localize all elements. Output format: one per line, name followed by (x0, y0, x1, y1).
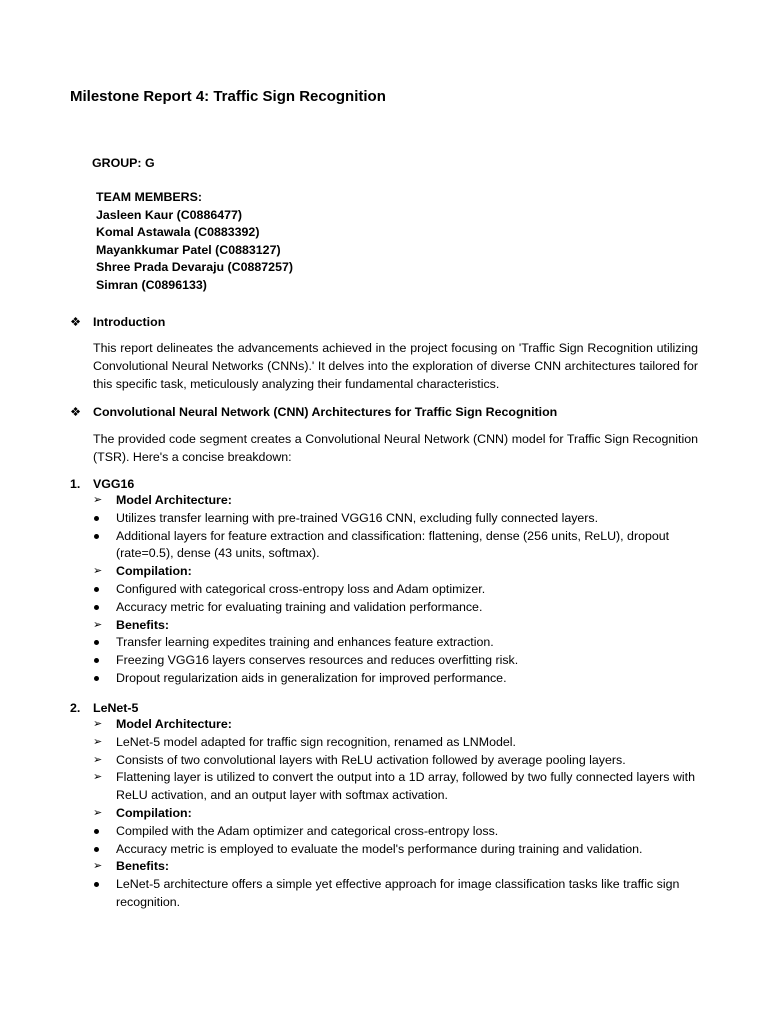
bullet-dot-icon (93, 599, 116, 617)
team-member: Komal Astawala (C0883392) (96, 225, 260, 240)
bullet-dot-icon (93, 823, 116, 841)
arrow-list-item (93, 769, 698, 805)
team-member: Mayankkumar Patel (C0883127) (96, 242, 281, 257)
arrow-bullet-icon: ➢ (93, 753, 103, 766)
diamond-bullet-icon: ❖ (70, 315, 82, 329)
numbered-heading-text: LeNet-5 (93, 701, 139, 715)
bullet-list-item (93, 528, 698, 564)
vgg16-list (93, 492, 698, 688)
list-item-text: Model Architecture: (116, 493, 232, 507)
bullet-dot-icon (93, 652, 116, 670)
team-heading: TEAM MEMBERS: (96, 190, 203, 204)
arrow-bullet-icon: ➢ (93, 771, 103, 784)
list-item-text: Accuracy metric for evaluating training and validation performance. (116, 599, 483, 614)
lenet5-list (93, 716, 698, 912)
list-item-text: Compiled with the Adam optimizer and categorical cross-entropy loss. (116, 823, 499, 838)
bullet-list-item (93, 876, 698, 912)
arrow-bullet-icon: ➢ (93, 565, 103, 578)
numbered-heading-lenet5 (70, 699, 138, 717)
bullet-list-item (93, 581, 698, 599)
bullet-dot-icon (93, 634, 116, 652)
bullet-list-item (93, 599, 698, 617)
bullet-list-item (93, 652, 698, 670)
bullet-dot-icon (93, 528, 116, 546)
bullet-dot-icon (93, 841, 116, 859)
arrow-list-item (93, 858, 698, 876)
arrow-list-item (93, 617, 698, 635)
arrow-bullet-icon: ➢ (93, 718, 103, 730)
list-item-text: Consists of two convolutional layers with ReLU activation followed by average pooling layers. (116, 752, 626, 767)
arrow-list-item (93, 752, 698, 770)
arrow-bullet-icon: ➢ (93, 735, 103, 748)
team-member: Shree Prada Devaraju (C0887257) (96, 260, 293, 275)
list-item-text: Freezing VGG16 layers conserves resources and reduces overfitting risk. (116, 653, 519, 668)
page-title: Milestone Report 4: Traffic Sign Recognition (70, 88, 386, 105)
numbered-heading-text: VGG16 (93, 477, 135, 491)
team-members-block (96, 189, 293, 295)
team-member: Simran (C0896133) (96, 277, 207, 292)
list-item-text: Additional layers for feature extraction and classification: flattening, dense (256 units, ReLU), dropout (rate=0.5), dense (43 units, softmax). (116, 528, 670, 561)
introduction-paragraph: This report delineates the advancements achieved in the project focusing on 'Traffic Sign Recognition utilizing Convolutional Neural Networks (CNNs).' It delves into the exploration of diverse CNN architectures tailored for this specific task, meticulously analyzing their fundamental characteristics. (93, 341, 698, 391)
bullet-dot-icon (93, 581, 116, 599)
list-item-text: Compilation: (116, 564, 192, 579)
list-item-text: Configured with categorical cross-entropy loss and Adam optimizer. (116, 581, 486, 596)
section-heading-introduction (70, 313, 165, 331)
list-item-text: Benefits: (116, 617, 170, 632)
arrow-list-item (93, 716, 698, 734)
list-number: 2. (70, 701, 81, 715)
list-item-text: Flattening layer is utilized to convert the output into a 1D array, followed by two fully connected layers with ReLU activation, and an output layer with softmax activation. (116, 770, 695, 803)
bullet-dot-icon (93, 670, 116, 688)
list-item-text: LeNet-5 architecture offers a simple yet effective approach for image classification tasks like traffic sign recognition. (116, 877, 680, 909)
arrow-bullet-icon: ➢ (93, 860, 103, 873)
section-heading-cnn (70, 403, 557, 421)
bullet-dot-icon (93, 510, 116, 528)
diamond-bullet-icon: ❖ (70, 405, 82, 419)
list-item-text: Utilizes transfer learning with pre-trained VGG16 CNN, excluding fully connected layers. (116, 510, 599, 525)
list-item-text: Compilation: (116, 805, 192, 820)
list-item-text: LeNet-5 model adapted for traffic sign recognition, renamed as LNModel. (116, 734, 516, 749)
arrow-bullet-icon: ➢ (93, 806, 103, 819)
list-item-text: Dropout regularization aids in generalization for improved performance. (116, 670, 507, 685)
arrow-list-item (93, 734, 698, 752)
list-item-text: Benefits: (116, 859, 170, 874)
arrow-bullet-icon: ➢ (93, 618, 103, 631)
list-number: 1. (70, 477, 81, 491)
list-item-text: Transfer learning expedites training and enhances feature extraction. (116, 635, 494, 650)
arrow-list-item (93, 805, 698, 823)
group-label: GROUP: G (92, 156, 155, 170)
list-item-text: Model Architecture: (116, 717, 232, 731)
bullet-list-item (93, 670, 698, 688)
list-item-text: Accuracy metric is employed to evaluate the model's performance during training and validation. (116, 841, 643, 856)
bullet-list-item (93, 510, 698, 528)
cnn-paragraph: The provided code segment creates a Convolutional Neural Network (CNN) model for Traffic Sign Recognition (TSR). Here's a concise breakdown: (93, 432, 698, 464)
section-heading-text: Introduction (93, 315, 166, 329)
bullet-list-item (93, 634, 698, 652)
team-member: Jasleen Kaur (C0886477) (96, 207, 243, 222)
arrow-list-item (93, 492, 698, 510)
bullet-dot-icon (93, 876, 116, 894)
bullet-list-item (93, 841, 698, 859)
section-heading-text: Convolutional Neural Network (CNN) Architectures for Traffic Sign Recognition (93, 405, 558, 419)
arrow-bullet-icon: ➢ (93, 494, 103, 506)
arrow-list-item (93, 563, 698, 581)
numbered-heading-vgg16 (70, 475, 134, 493)
bullet-list-item (93, 823, 698, 841)
